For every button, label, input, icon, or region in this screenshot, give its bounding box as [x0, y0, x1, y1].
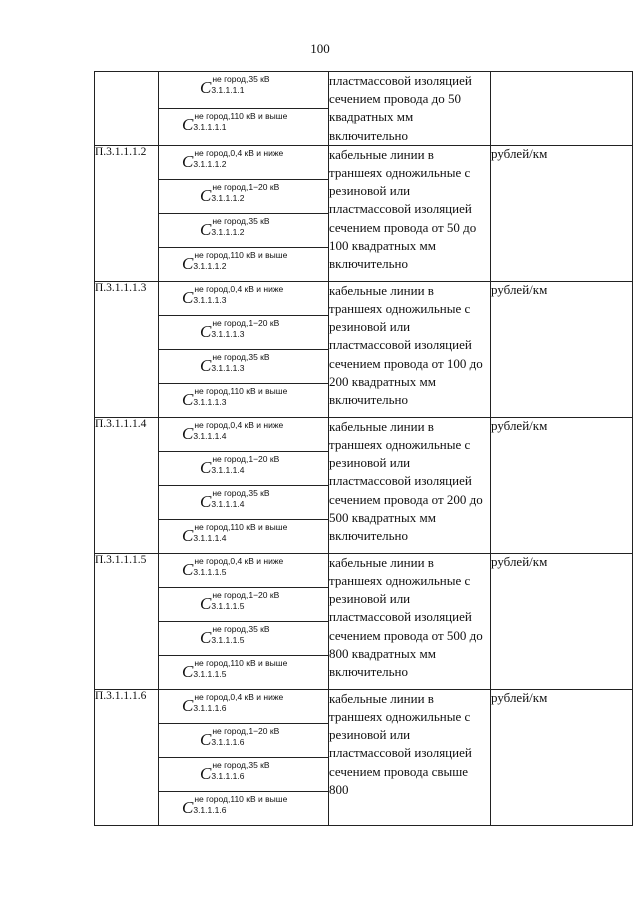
formula-subscript: 3.1.1.1.1 [193, 121, 227, 132]
table-row [95, 553, 633, 587]
formula-subscript: 3.1.1.1.4 [211, 498, 245, 509]
formula-superscript: не город,1−20 кВ [212, 181, 280, 192]
formula-cell [159, 108, 329, 145]
formula-subscript: 3.1.1.1.2 [211, 192, 245, 203]
formula-subscript: 3.1.1.1.4 [211, 464, 245, 475]
formula-superscript: не город,35 кВ [212, 74, 270, 84]
page-number: 100 [310, 41, 330, 56]
formula-cell [159, 247, 329, 281]
formula-symbol: C [200, 729, 212, 749]
formula-subscript: 3.1.1.1.3 [211, 328, 245, 339]
formula-symbol: C [200, 355, 212, 375]
formula-superscript: не город,1−20 кВ [212, 453, 280, 464]
formula-symbol: C [182, 559, 194, 579]
formula-superscript: не город,1−20 кВ [212, 317, 280, 328]
formula-symbol: C [182, 253, 194, 273]
formula-cell [159, 179, 329, 213]
formula-subscript: 3.1.1.1.5 [211, 634, 245, 645]
formula-cell [159, 723, 329, 757]
row-code: П.3.1.1.1.5 [95, 553, 159, 689]
formula-symbol: C [182, 151, 194, 171]
formula-cell [159, 519, 329, 553]
formula-symbol: C [182, 661, 194, 681]
formula-superscript: не город,110 кВ и выше [194, 657, 288, 668]
formula-symbol: C [200, 627, 212, 647]
formula-subscript: 3.1.1.1.2 [211, 226, 245, 237]
formula-subscript: 3.1.1.1.4 [193, 532, 227, 543]
formula-cell [159, 349, 329, 383]
formula-cell [159, 553, 329, 587]
formula-symbol: C [182, 114, 194, 134]
formula-cell [159, 281, 329, 315]
row-code [95, 72, 159, 146]
formula-cell [159, 383, 329, 417]
tariff-table [94, 71, 633, 826]
row-description: кабельные линии в траншеях одножильные с резиновой или пластмассовой изоляцией сечением провода от 500 до 800 квадратных мм включительно [329, 553, 491, 689]
row-unit: рублей/км [491, 281, 633, 417]
formula-symbol: C [200, 185, 212, 205]
formula-symbol: C [200, 78, 212, 97]
formula-symbol: C [200, 321, 212, 341]
formula-superscript: не город,110 кВ и выше [194, 110, 288, 121]
formula-cell [159, 145, 329, 179]
formula-superscript: не город,1−20 кВ [212, 725, 280, 736]
table-row [95, 281, 633, 315]
formula-subscript: 3.1.1.1.2 [193, 260, 227, 271]
row-code: П.3.1.1.1.4 [95, 417, 159, 553]
row-description: кабельные линии в траншеях одножильные с резиновой или пластмассовой изоляцией сечением провода от 200 до 500 квадратных мм включительно [329, 417, 491, 553]
row-code: П.3.1.1.1.3 [95, 281, 159, 417]
formula-superscript: не город,1−20 кВ [212, 589, 280, 600]
row-unit: рублей/км [491, 145, 633, 281]
formula-cell [159, 655, 329, 689]
formula-superscript: не город,35 кВ [212, 351, 270, 362]
formula-symbol: C [182, 695, 194, 715]
formula-subscript: 3.1.1.1.3 [193, 396, 227, 407]
formula-subscript: 3.1.1.1.3 [211, 362, 245, 373]
formula-subscript: 3.1.1.1.2 [193, 158, 227, 169]
formula-symbol: C [200, 457, 212, 477]
formula-subscript: 3.1.1.1.4 [193, 430, 227, 441]
formula-superscript: не город,35 кВ [212, 623, 270, 634]
row-unit: рублей/км [491, 417, 633, 553]
formula-symbol: C [182, 525, 194, 545]
formula-superscript: не город,35 кВ [212, 487, 270, 498]
formula-symbol: C [200, 491, 212, 511]
formula-symbol: C [182, 797, 194, 817]
formula-subscript: 3.1.1.1.5 [193, 668, 227, 679]
row-code: П.3.1.1.1.2 [95, 145, 159, 281]
formula-superscript: не город,0,4 кВ и ниже [194, 283, 284, 294]
formula-subscript: 3.1.1.1.6 [211, 770, 245, 781]
table-row [95, 417, 633, 451]
formula-cell [159, 689, 329, 723]
formula-cell [159, 791, 329, 825]
formula-subscript: 3.1.1.1.3 [193, 294, 227, 305]
formula-symbol: C [182, 423, 194, 443]
formula-subscript: 3.1.1.1.5 [211, 600, 245, 611]
formula-subscript: 3.1.1.1.1 [211, 85, 245, 95]
formula-cell [159, 621, 329, 655]
formula-cell [159, 213, 329, 247]
row-description: кабельные линии в траншеях одножильные с резиновой или пластмассовой изоляцией сечением провода свыше 800 [329, 689, 491, 825]
table-row [95, 689, 633, 723]
row-unit: рублей/км [491, 553, 633, 689]
formula-symbol: C [200, 593, 212, 613]
formula-superscript: не город,35 кВ [212, 215, 270, 226]
row-unit [491, 72, 633, 146]
formula-superscript: не город,110 кВ и выше [194, 793, 288, 804]
formula-superscript: не город,110 кВ и выше [194, 385, 288, 396]
table-row [95, 145, 633, 179]
formula-cell [159, 485, 329, 519]
formula-subscript: 3.1.1.1.6 [211, 736, 245, 747]
formula-superscript: не город,110 кВ и выше [194, 249, 288, 260]
formula-symbol: C [200, 219, 212, 239]
formula-cell [159, 757, 329, 791]
formula-cell [159, 587, 329, 621]
formula-symbol: C [182, 389, 194, 409]
formula-superscript: не город,0,4 кВ и ниже [194, 147, 284, 158]
tariff-table-body [95, 72, 633, 826]
row-unit: рублей/км [491, 689, 633, 825]
formula-superscript: не город,0,4 кВ и ниже [194, 419, 284, 430]
formula-subscript: 3.1.1.1.6 [193, 804, 227, 815]
formula-superscript: не город,35 кВ [212, 759, 270, 770]
formula-subscript: 3.1.1.1.6 [193, 702, 227, 713]
row-description: кабельные линии в траншеях одножильные с резиновой или пластмассовой изоляцией сечением провода от 100 до 200 квадратных мм включительно [329, 281, 491, 417]
formula-cell [159, 417, 329, 451]
formula-cell [159, 72, 329, 109]
formula-superscript: не город,0,4 кВ и ниже [194, 691, 284, 702]
formula-subscript: 3.1.1.1.5 [193, 566, 227, 577]
formula-symbol: C [200, 763, 212, 783]
row-description: пластмассовой изоляцией сечением провода до 50 квадратных мм включительно [329, 72, 491, 146]
formula-superscript: не город,110 кВ и выше [194, 521, 288, 532]
formula-symbol: C [182, 287, 194, 307]
formula-cell [159, 315, 329, 349]
row-description: кабельные линии в траншеях одножильные с резиновой или пластмассовой изоляцией сечением провода от 50 до 100 квадратных мм включительно [329, 145, 491, 281]
formula-superscript: не город,0,4 кВ и ниже [194, 555, 284, 566]
formula-cell [159, 451, 329, 485]
table-row [95, 72, 633, 109]
row-code: П.3.1.1.1.6 [95, 689, 159, 825]
